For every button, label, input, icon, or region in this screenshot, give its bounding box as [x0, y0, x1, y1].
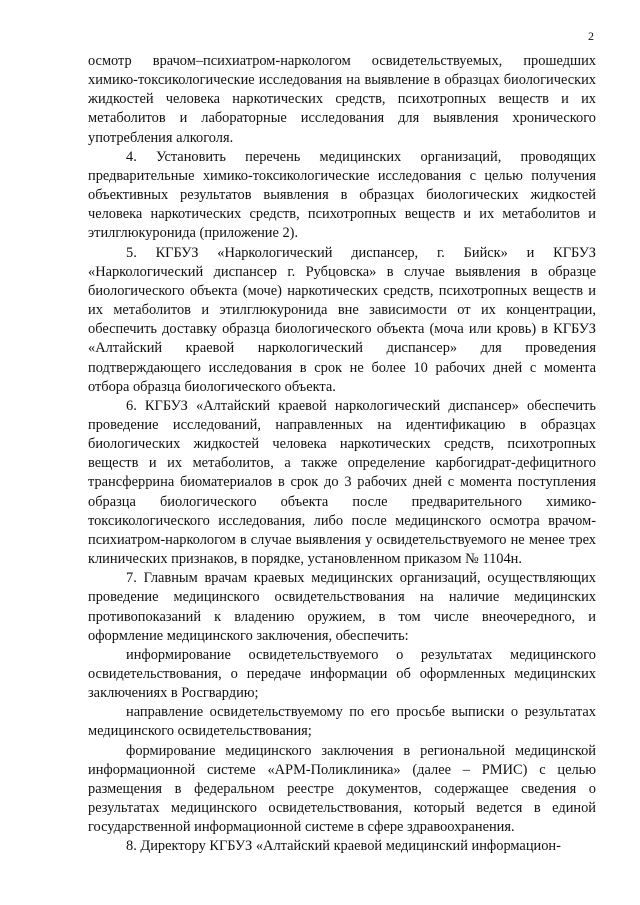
paragraph-item-7: 7. Главным врачам краевых медицинских организаций, осуществляющих проведение медицинского освидетельствования на наличие медицинских противопоказаний к владению оружием, в том числе внеочередного, и оформление медицинского заключения, обеспечить:	[88, 570, 596, 644]
page-number: 2	[588, 29, 594, 43]
paragraph-item-7-informing: информирование освидетельствуемого о результатах медицинского освидетельствования, о передаче информации об оформленных медицинских заключениях в Росгвардию;	[88, 646, 596, 702]
paragraph-item-5: 5. КГБУЗ «Наркологический диспансер, г. Бийск» и КГБУЗ «Наркологический диспансер г. Рубцовска» в случае выявления в образце биологического объекта (моче) наркотических средств, психотропных веществ и их метаболитов и этилглюкуронида вне зависимости от их концентрации, обеспечить доставку образца биологического объекта (моча или кровь) в КГБУЗ «Алтайский краевой наркологический диспансер» для проведения подтверждающего исследования в срок не более 10 рабочих дней с момента отбора образца биологического объекта.	[88, 244, 596, 395]
document-body	[88, 52, 596, 857]
paragraph-item-8: 8. Директору КГБУЗ «Алтайский краевой медицинский информацион-	[126, 838, 561, 855]
paragraph-continuation: осмотр врачом–психиатром-наркологом освидетельствуемых, прошедших химико-токсикологические исследования на выявление в образцах биологических жидкостей человека наркотических средств, психотропных веществ и их метаболитов и лабораторные исследования для выявления хронического употребления алкоголя.	[88, 53, 596, 146]
paragraph-item-7-extract: направление освидетельствуемому по его просьбе выписки о результатах медицинского освидетельствования;	[88, 704, 596, 740]
paragraph-item-4: 4. Установить перечень медицинских организаций, проводящих предварительные химико-токсикологические исследования с целью получения объективных результатов выявления в образцах биологических жидкостей человека наркотических средств, психотропных веществ и их метаболитов и этилглюкуронида (приложение 2).	[88, 148, 596, 242]
paragraph-item-6: 6. КГБУЗ «Алтайский краевой наркологический диспансер» обеспечить проведение исследований, направленных на идентификацию в образцах биологических жидкостей человека наркотических средств, психотропных веществ и их метаболитов, а также определение карбогидрат-дефицитного трансферрина биоматериалов в срок до 3 рабочих дней с момента поступления образца биологического объекта после предварительного химико-токсикологического исследования, либо после медицинского осмотра врачом-психиатром-наркологом в случае выявления у освидетельствуемого не менее трех клинических признаков, в порядке, установленном приказом № 1104н.	[88, 397, 596, 568]
paragraph-item-7-rmis: формирование медицинского заключения в региональной медицинской информационной системе «АРМ-Поликлиника» (далее – РМИС) с целью размещения в федеральном реестре документов, содержащее сведения о результатах медицинского освидетельствования, который ведется в единой государственной информационной системе в сфере здравоохранения.	[88, 742, 596, 836]
